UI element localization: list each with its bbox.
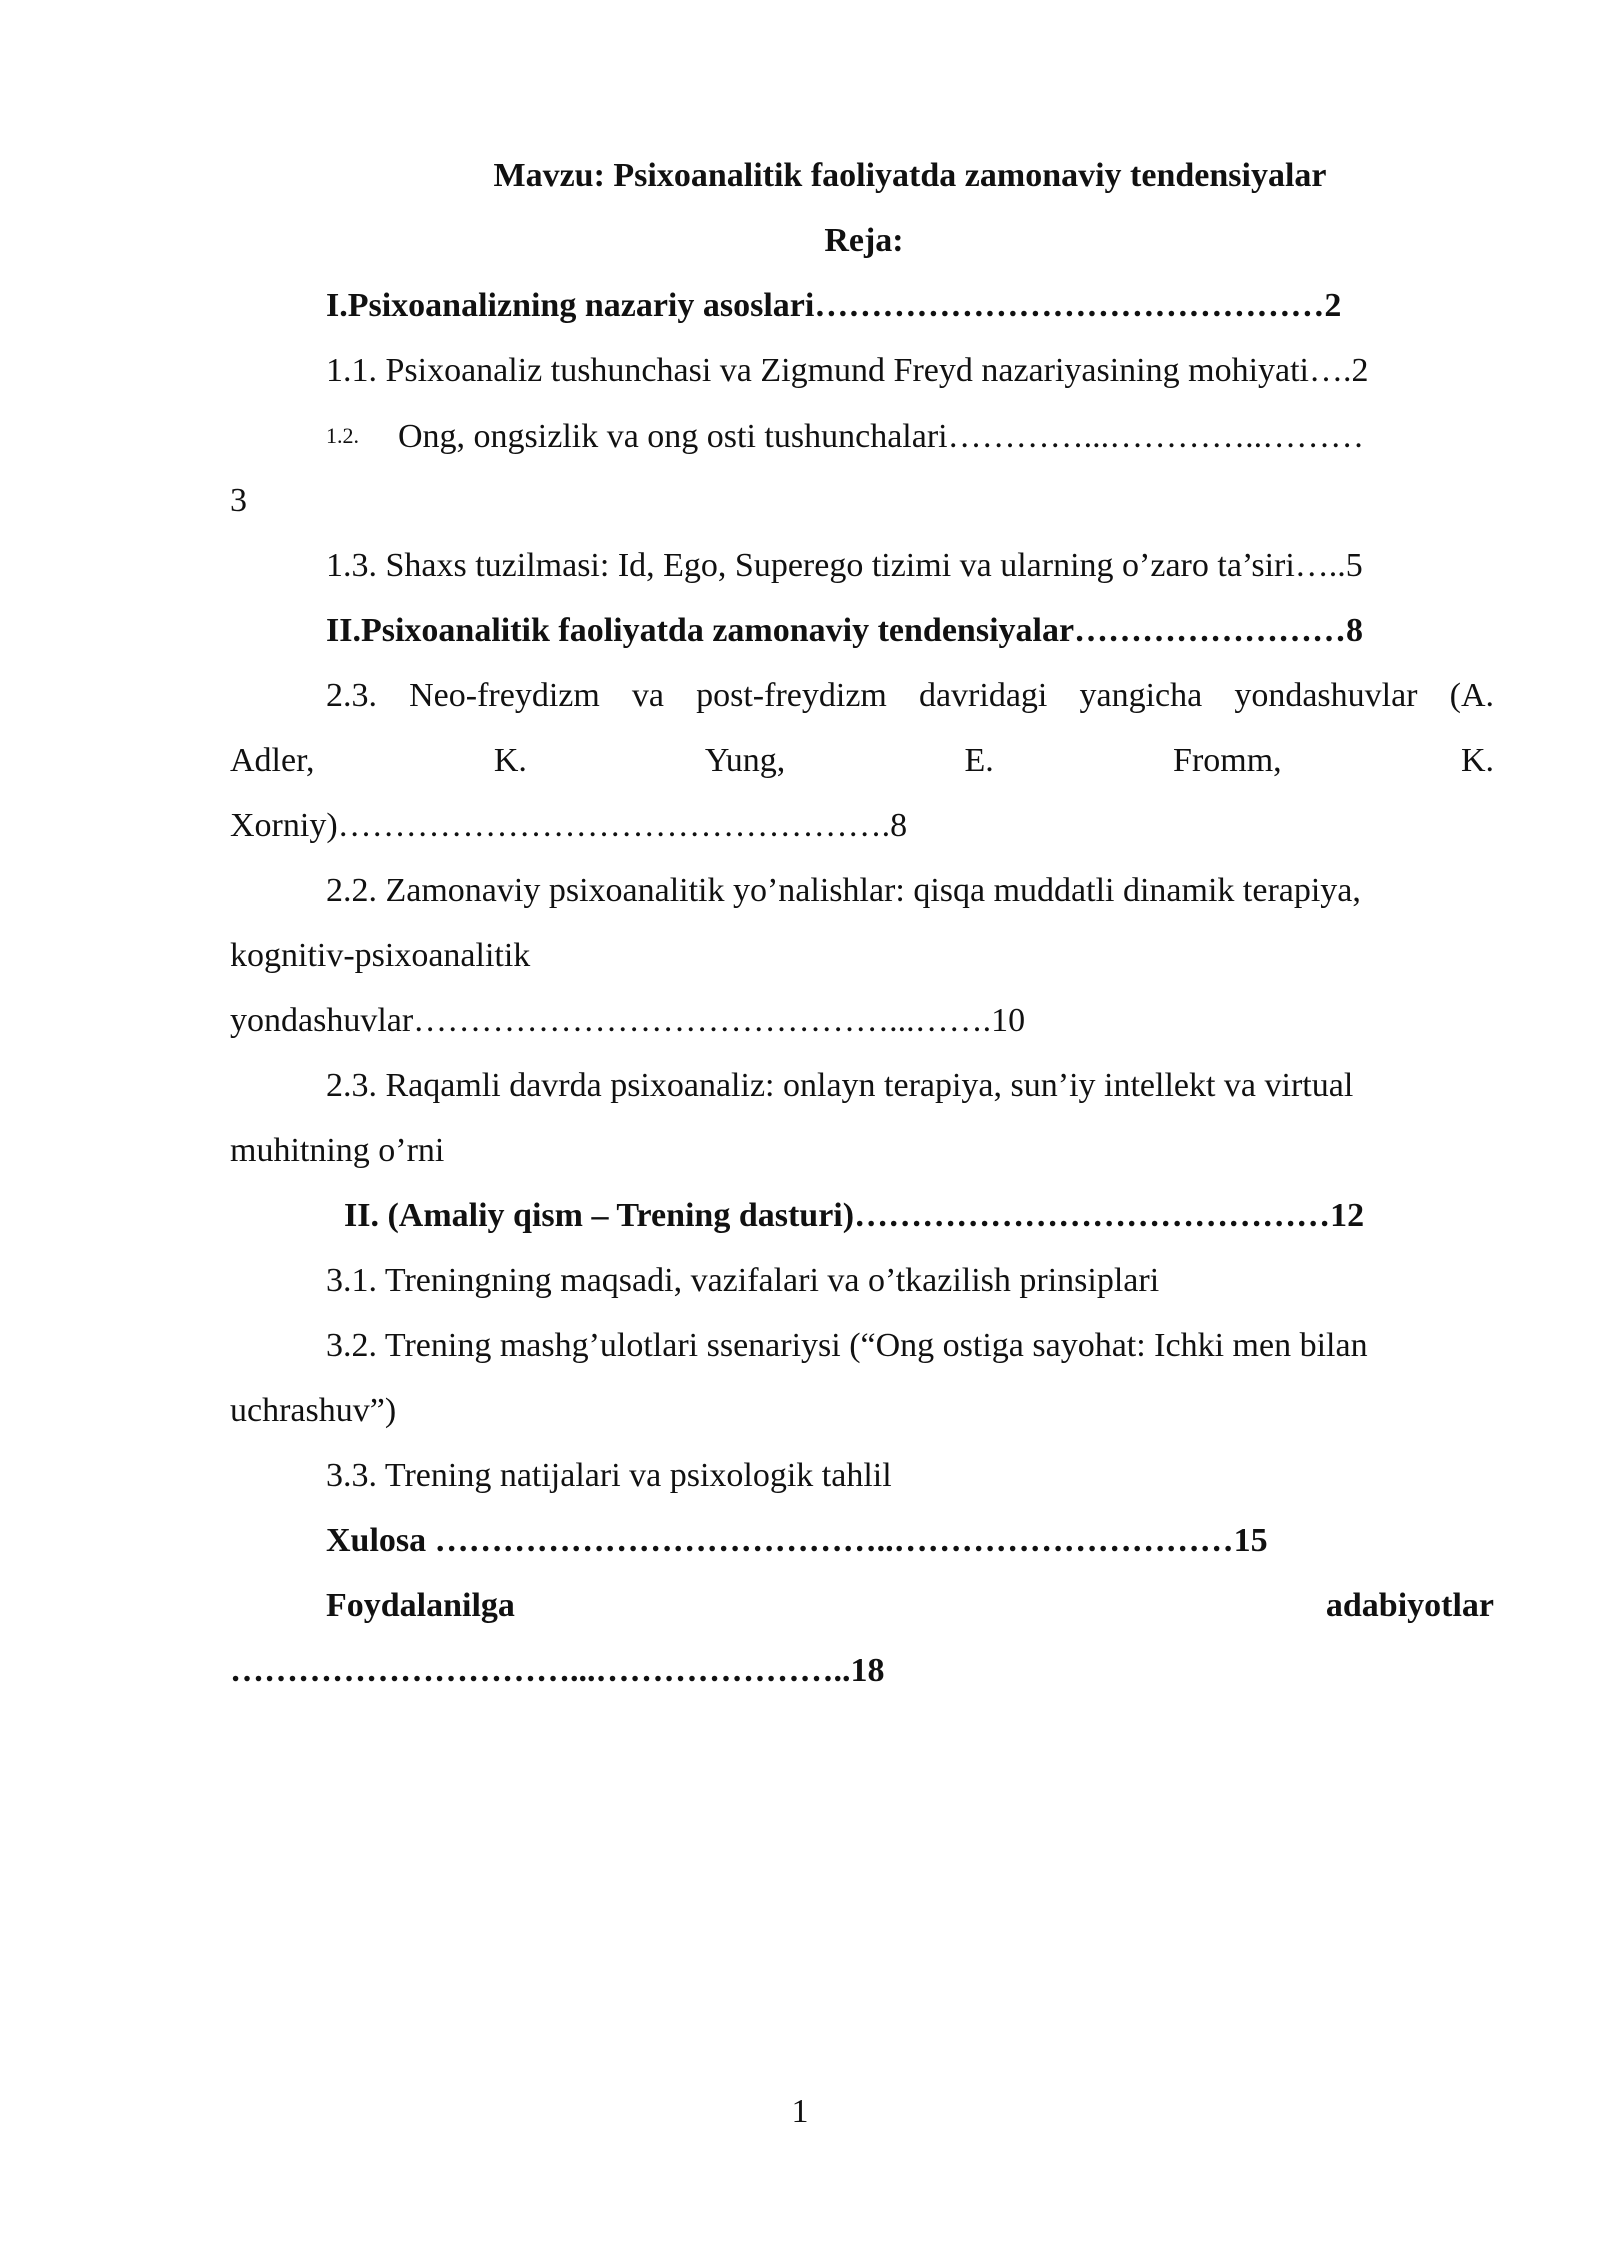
toc-section-2-heading: II.Psixoanalitik faoliyatda zamonaviy tendensiyalar……………………8 bbox=[326, 612, 1364, 649]
toc-item-1-2-number: 1.2. bbox=[326, 423, 359, 448]
toc-references-right: adabiyotlar bbox=[1325, 1587, 1494, 1624]
toc-item-2-1-line-3: Xorniy)………………………………………….8 bbox=[230, 807, 908, 844]
toc-item-2-2-line-1: 2.2. Zamonaviy psixoanalitik yo’nalishlar: qisqa muddatli dinamik terapiya, bbox=[326, 872, 1361, 909]
toc-item-3-2-line-2: uchrashuv”) bbox=[230, 1392, 397, 1429]
plan-heading: Reja: bbox=[824, 222, 904, 259]
toc-item-2-3-line-2: muhitning o’rni bbox=[230, 1132, 445, 1169]
toc-item-1-3: 1.3. Shaxs tuzilmasi: Id, Ego, Superego tizimi va ularning o’zaro ta’siri…..5 bbox=[326, 547, 1363, 584]
toc-section-1-heading: I.Psixoanalizning nazariy asoslari………………………………………2 bbox=[326, 287, 1342, 324]
page-number: 1 bbox=[791, 2093, 809, 2130]
toc-item-3-1: 3.1. Treningning maqsadi, vazifalari va o’tkazilish prinsiplari bbox=[326, 1262, 1160, 1299]
toc-references-line-2: …………………………...…………………..18 bbox=[230, 1652, 885, 1689]
toc-item-3-3: 3.3. Trening natijalari va psixologik tahlil bbox=[326, 1457, 892, 1494]
toc-conclusion: Xulosa …………………………………..…………………………15 bbox=[326, 1522, 1268, 1559]
toc-item-1-2-text: Ong, ongsizlik va ong osti tushunchalari…………...…………..……… bbox=[398, 418, 1365, 455]
toc-item-1-2 bbox=[326, 416, 1494, 457]
toc-item-2-3-line-1: 2.3. Raqamli davrda psixoanaliz: onlayn terapiya, sun’iy intellekt va virtual bbox=[326, 1067, 1354, 1104]
toc-item-2-2-line-3: yondashuvlar……………………………………...…….10 bbox=[230, 1002, 1026, 1039]
toc-item-1-2-page: 3 bbox=[230, 482, 247, 519]
document-title: Mavzu: Psixoanalitik faoliyatda zamonaviy tendensiyalar bbox=[493, 157, 1327, 194]
toc-item-2-1-line-1: 2.3. Neo-freydizm va post-freydizm davridagi yangicha yondashuvlar (A. bbox=[326, 677, 1494, 714]
toc-item-2-1-line-2: Adler, K. Yung, E. Fromm, K. bbox=[230, 742, 1494, 779]
toc-item-1-1: 1.1. Psixoanaliz tushunchasi va Zigmund Freyd nazariyasining mohiyati….2 bbox=[326, 352, 1369, 389]
toc-references-left: Foydalanilga bbox=[326, 1587, 515, 1624]
toc-item-3-2-line-1: 3.2. Trening mashg’ulotlari ssenariysi (“Ong ostiga sayohat: Ichki men bilan bbox=[326, 1327, 1368, 1364]
toc-item-2-2-line-2: kognitiv-psixoanalitik bbox=[230, 937, 531, 974]
toc-section-3-heading: II. (Amaliy qism – Trening dasturi)……………………………………12 bbox=[344, 1197, 1365, 1234]
